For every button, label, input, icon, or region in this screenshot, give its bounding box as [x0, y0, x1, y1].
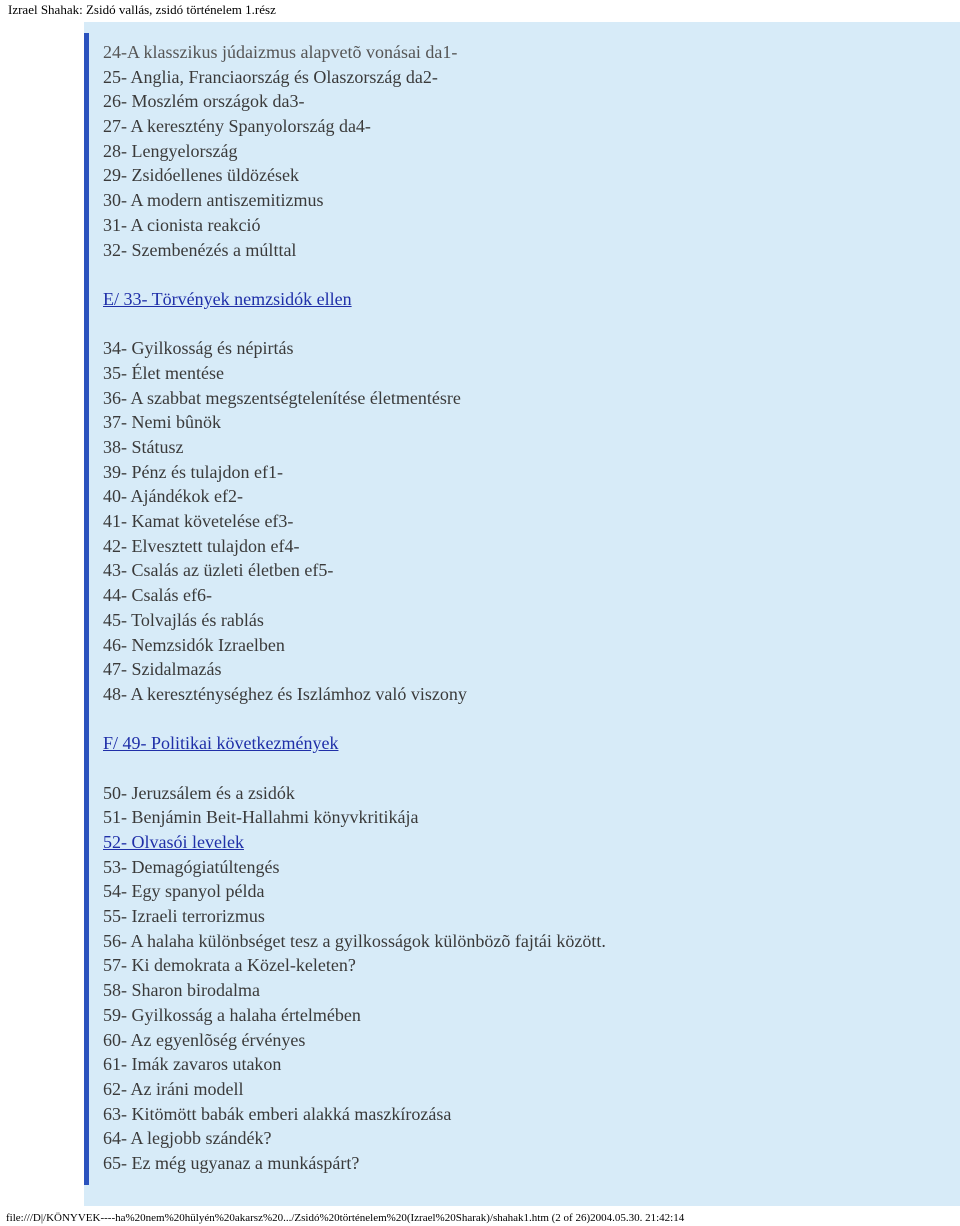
toc-item: 31- A cionista reakció [103, 214, 261, 235]
toc-item: 46- Nemzsidók Izraelben [103, 634, 285, 655]
reader-letters-link[interactable]: 52- Olvasói levelek [103, 832, 244, 852]
toc-item: 27- A keresztény Spanyolország da4- [103, 116, 371, 137]
toc-item: 48- A kereszténységhez és Iszlámhoz való viszony [103, 683, 467, 704]
toc-item: 24-A klasszikus júdaizmus alapvetõ vonásai da1- [103, 42, 458, 62]
toc-item: 29- Zsidóellenes üldözések [103, 165, 299, 186]
toc-item: 61- Imák zavaros utakon [103, 1054, 282, 1075]
toc-item: 57- Ki demokrata a Közel-keleten? [103, 955, 356, 976]
toc-item: 38- Státusz [103, 437, 184, 457]
toc-item: 59- Gyilkosság a halaha értelmében [103, 1004, 361, 1025]
toc-item: 55- Izraeli terrorizmus [103, 906, 265, 927]
toc-block-3 [103, 781, 943, 1176]
toc-item: 39- Pénz és tulajdon ef1- [103, 461, 283, 482]
toc-item: 37- Nemi bûnök [103, 412, 221, 433]
toc-item: 45- Tolvajlás és rablás [103, 609, 264, 630]
section-f-link[interactable]: F/ 49- Politikai következmények [103, 733, 339, 754]
document-title: Izrael Shahak: Zsidó vallás, zsidó történelem 1.rész [8, 2, 276, 17]
toc-item: 35- Élet mentése [103, 362, 224, 383]
table-of-contents [103, 40, 943, 1176]
blockquote-rule [84, 33, 89, 1185]
toc-item: 36- A szabbat megszentségtelenítése életmentésre [103, 387, 461, 408]
toc-item: 44- Csalás ef6- [103, 585, 212, 606]
section-e-link[interactable]: E/ 33- Törvények nemzsidók ellen [103, 288, 352, 309]
toc-item: 64- A legjobb szándék? [103, 1128, 272, 1149]
toc-item: 26- Moszlém országok da3- [103, 91, 305, 112]
toc-item: 32- Szembenézés a múlttal [103, 239, 297, 260]
toc-item: 30- A modern antiszemitizmus [103, 190, 324, 211]
toc-item: 43- Csalás az üzleti életben ef5- [103, 560, 334, 581]
toc-item: 53- Demagógiatúltengés [103, 856, 280, 877]
toc-block-2 [103, 336, 943, 706]
toc-item: 58- Sharon birodalma [103, 980, 260, 1001]
toc-item: 56- A halaha különbséget tesz a gyilkosságok különbözõ fajtái között. [103, 930, 606, 951]
toc-item: 50- Jeruzsálem és a zsidók [103, 782, 295, 803]
toc-item: 47- Szidalmazás [103, 659, 222, 680]
toc-item: 41- Kamat követelése ef3- [103, 511, 294, 532]
page-footer: file:///D|/KÖNYVEK----ha%20nem%20hülyén%20akarsz%20.../Zsidó%20történelem%20(Izrael%20Sharak)/shahak1.htm (2 of 26)2004.05.30. 21:42:14 [6, 1212, 685, 1224]
toc-item: 63- Kitömött babák emberi alakká maszkírozása [103, 1103, 452, 1124]
toc-item: 54- Egy spanyol példa [103, 881, 265, 902]
toc-item: 60- Az egyenlõség érvényes [103, 1029, 306, 1050]
toc-item: 65- Ez még ugyanaz a munkáspárt? [103, 1152, 360, 1173]
toc-item: 34- Gyilkosság és népirtás [103, 338, 294, 359]
toc-item: 51- Benjámin Beit-Hallahmi könyvkritikája [103, 807, 419, 828]
toc-block-1 [103, 40, 943, 262]
toc-item: 62- Az iráni modell [103, 1078, 244, 1099]
toc-item: 42- Elvesztett tulajdon ef4- [103, 535, 300, 556]
toc-item: 28- Lengyelország [103, 140, 238, 161]
toc-item: 40- Ajándékok ef2- [103, 486, 243, 507]
toc-item: 25- Anglia, Franciaország és Olaszország da2- [103, 66, 438, 87]
